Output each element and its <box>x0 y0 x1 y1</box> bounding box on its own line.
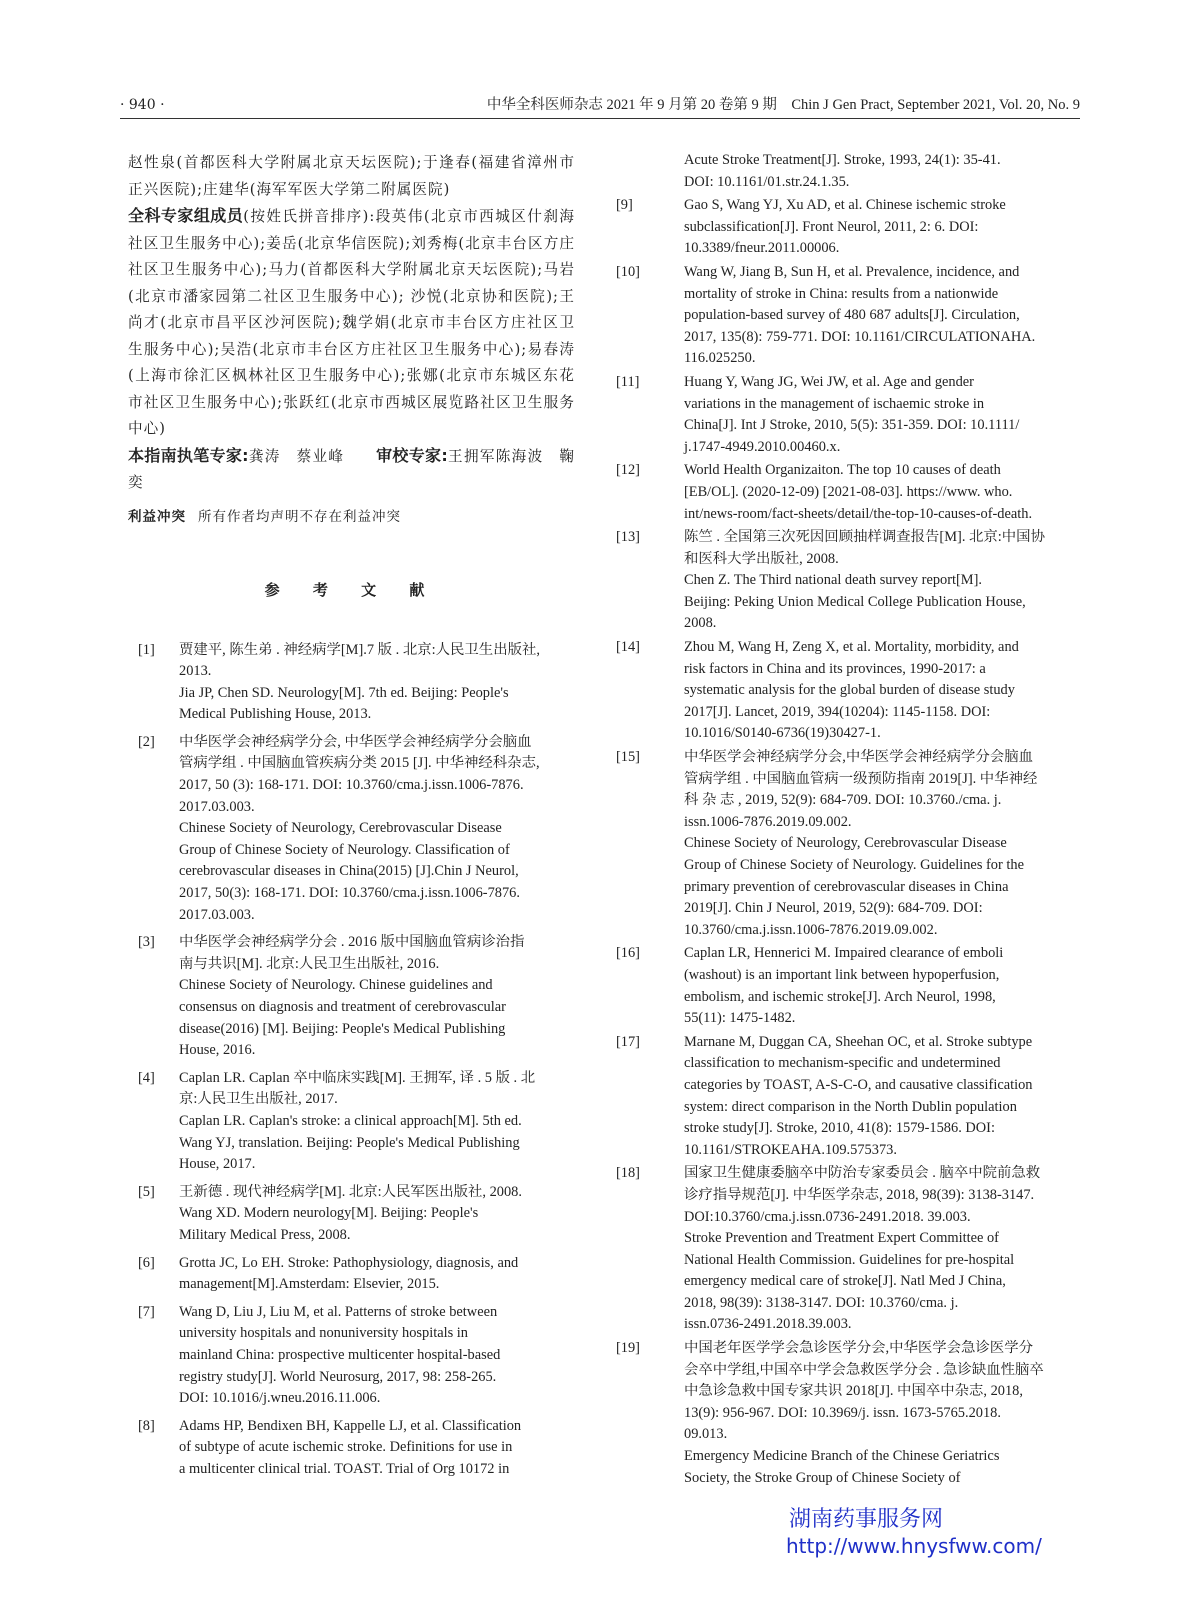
reference-line: 和医科大学出版社, 2008. <box>684 550 839 567</box>
reference-line: mainland China: prospective multicenter hospital-based <box>179 1346 501 1363</box>
reference-line: Adams HP, Bendixen BH, Kappelle LJ, et al. Classification <box>179 1417 522 1434</box>
page-number: · 940 · <box>120 97 165 113</box>
coi-label: 利益冲突 <box>128 508 186 525</box>
reference-line: 10.3389/fneur.2011.00006. <box>684 240 840 257</box>
reference-line: House, 2017. <box>179 1156 256 1173</box>
reference-line: 科 杂 志 , 2019, 52(9): 684-709. DOI: 10.3760./cma. j. <box>684 792 1002 809</box>
reviewers-list: 王拥军陈海波 鞠奕 <box>128 447 575 491</box>
reference-number: [13] <box>616 529 640 546</box>
reference-line: population-based survey of 480 687 adults[J]. Circulation, <box>684 307 1020 324</box>
reference-line: House, 2016. <box>179 1042 256 1059</box>
reference-line: disease(2016) [M]. Beijing: People's Medical Publishing <box>179 1020 506 1037</box>
reference-line: Caplan LR. Caplan's stroke: a clinical approach[M]. 5th ed. <box>179 1112 522 1129</box>
reference-line: Chinese Society of Neurology, Cerebrovascular Disease <box>179 820 502 837</box>
reference-line: university hospitals and nonuniversity hospitals in <box>179 1325 468 1342</box>
reference-line: 南与共识[M]. 北京:人民卫生出版社, 2016. <box>179 955 440 972</box>
reference-line: Emergency Medicine Branch of the Chinese Geriatrics <box>684 1448 1000 1465</box>
references-list-right <box>616 150 1076 1489</box>
reference-item <box>128 1068 575 1176</box>
reference-number: [9] <box>616 197 633 214</box>
reference-line: emergency medical care of stroke[J]. Natl Med J China, <box>684 1273 1006 1290</box>
writers-label: 本指南执笔专家: <box>128 445 249 465</box>
reference-line: DOI: 10.1016/j.wneu.2016.11.006. <box>179 1390 381 1407</box>
reference-line: 2017, 135(8): 759-771. DOI: 10.1161/CIRCULATIONAHA. <box>684 328 1036 345</box>
reference-line: 京:人民卫生出版社, 2017. <box>179 1091 338 1108</box>
reference-line: Wang W, Jiang B, Sun H, et al. Prevalence, incidence, and <box>684 263 1020 280</box>
reference-line: a multicenter clinical trial. TOAST. Trial of Org 10172 in <box>179 1460 510 1477</box>
reference-line: 贾建平, 陈生弟 . 神经病学[M].7 版 . 北京:人民卫生出版社, <box>179 641 540 658</box>
writers-paragraph <box>128 443 575 497</box>
reference-line: 09.013. <box>684 1426 728 1443</box>
reference-line: 管病学组 . 中国脑血管病一级预防指南 2019[J]. 中华神经 <box>684 770 1038 787</box>
journal-citation: 中华全科医师杂志 2021 年 9 月第 20 卷第 9 期 Chin J Gen Pract, September 2021, Vol. 20, No. 9 <box>486 97 1080 113</box>
reference-line: embolism, and ischemic stroke[J]. Arch Neurol, 1998, <box>684 988 996 1005</box>
reference-line: Medical Publishing House, 2013. <box>179 706 372 723</box>
reference-line: j.1747-4949.2010.00460.x. <box>684 438 841 455</box>
reference-line: management[M].Amsterdam: Elsevier, 2015. <box>179 1276 440 1293</box>
reference-line: 中国老年医学学会急诊医学分会,中华医学会急诊医学分 <box>684 1340 1033 1357</box>
reference-number: [19] <box>616 1340 640 1357</box>
left-column <box>128 150 575 1486</box>
watermark-url[interactable]: http://www.hnysfww.com/ <box>786 1534 1042 1558</box>
running-header <box>120 96 1080 119</box>
reference-line: Wang XD. Modern neurology[M]. Beijing: People's <box>179 1205 479 1222</box>
reference-line: 2017.03.003. <box>179 906 255 923</box>
reference-item <box>616 637 1076 745</box>
reference-line: consensus on diagnosis and treatment of cerebrovascular <box>179 999 506 1015</box>
reference-line: risk factors in China and its provinces, 1990-2017: a <box>684 660 986 677</box>
reference-line: 10.3760/cma.j.issn.1006-7876.2019.09.002. <box>684 921 938 938</box>
reference-number: [8] <box>138 1417 155 1434</box>
reference-line: subclassification[J]. Front Neurol, 2011, 2: 6. DOI: <box>684 218 979 235</box>
reference-line: Chen Z. The Third national death survey report[M]. <box>684 572 982 589</box>
reference-line: National Health Commission. Guidelines for pre-hospital <box>684 1251 1015 1268</box>
reference-line: 陈竺 . 全国第三次死因回顾抽样调查报告[M]. 北京:中国协 <box>684 529 1045 546</box>
reference-line: Caplan LR, Hennerici M. Impaired clearance of emboli <box>684 945 1004 962</box>
reference-line: Chinese Society of Neurology. Chinese guidelines and <box>179 977 493 994</box>
reference-item <box>128 1416 575 1481</box>
references-list-left <box>128 640 575 1481</box>
reference-line: DOI:10.3760/cma.j.issn.0736-2491.2018. 39.003. <box>684 1208 971 1225</box>
reference-item <box>616 195 1076 260</box>
reference-line: 国家卫生健康委脑卒中防治专家委员会 . 脑卒中院前急救 <box>684 1165 1041 1182</box>
reference-line: 2008. <box>684 615 717 632</box>
reference-item <box>616 372 1076 458</box>
reference-line: 2018, 98(39): 3138-3147. DOI: 10.3760/cma. j. <box>684 1294 959 1311</box>
reference-line: 王新德 . 现代神经病学[M]. 北京:人民军医出版社, 2008. <box>179 1183 522 1200</box>
reference-item <box>128 1302 575 1410</box>
reference-line: categories by TOAST, A-S-C-O, and causative classification <box>684 1076 1033 1093</box>
reference-line: systematic analysis for the global burden of disease study <box>684 682 1015 699</box>
reference-number: [3] <box>138 934 155 951</box>
reference-line: Stroke Prevention and Treatment Expert Committee of <box>684 1230 999 1247</box>
reference-line: issn.0736-2491.2018.39.003. <box>684 1316 852 1333</box>
reference-item <box>128 1253 575 1296</box>
gp-members-label: 全科专家组成员 <box>128 206 244 225</box>
reference-line: 2017, 50(3): 168-171. DOI: 10.3760/cma.j.issn.1006-7876. <box>179 885 520 902</box>
writers-list: 龚涛 蔡业峰 <box>248 447 345 465</box>
reference-line: Group of Chinese Society of Neurology. Guidelines for the <box>684 857 1024 873</box>
reference-line: Caplan LR. Caplan 卒中临床实践[M]. 王拥军, 译 . 5 版 . 北 <box>179 1069 536 1086</box>
gp-members-paragraph <box>128 203 575 443</box>
reference-number: [6] <box>138 1254 155 1271</box>
reference-number: [11] <box>616 373 640 390</box>
reference-line: 10.1016/S0140-6736(19)30427-1. <box>684 725 881 742</box>
reference-item <box>128 640 575 726</box>
reference-line: mortality of stroke in China: results from a nationwide <box>684 285 999 302</box>
reference-line: 中急诊急救中国专家共识 2018[J]. 中国卒中杂志, 2018, <box>684 1383 1023 1400</box>
reference-line: int/news-room/fact-sheets/detail/the-top-10-causes-of-death. <box>684 505 1033 522</box>
reference-line: Acute Stroke Treatment[J]. Stroke, 1993, 24(1): 35-41. <box>684 152 1001 168</box>
site-watermark <box>786 1506 1086 1560</box>
gp-members-list: (按姓氏拼音排序):段英伟(北京市西城区什刹海社区卫生服务中心);姜岳(北京华信医院);刘秀梅(北京丰台区方庄社区卫生服务中心);马力(首都医科大学附属北京天坛医院);马岩(北京市潘家园第二社区卫生服务中心); 沙悦(北京协和医院);王尚才(北京市昌平区沙河医院);魏学娟(北京市丰台区方庄社区卫生服务中心);吴浩(北京市丰台区方庄社区卫生服务中心);易春涛(上海市徐汇区枫林社区卫生服务中心);张娜(北京市东城区东花市社区卫生服务中心);张跃红(北京市西城区展览路社区卫生服务中心) <box>128 208 575 437</box>
reference-line: (washout) is an important link between hypoperfusion, <box>684 966 1000 983</box>
reference-line: Huang Y, Wang JG, Wei JW, et al. Age and gender <box>684 373 974 390</box>
reference-line: Society, the Stroke Group of Chinese Society of <box>684 1469 961 1486</box>
reference-line: 55(11): 1475-1482. <box>684 1010 796 1027</box>
reference-line: [EB/OL]. (2020-12-09) [2021-08-03]. https://www. who. <box>684 483 1013 500</box>
reference-item <box>616 262 1076 370</box>
reference-number: [17] <box>616 1033 640 1050</box>
reference-line: system: direct comparison in the North Dublin population <box>684 1098 1017 1115</box>
reference-line: 中华医学会神经病学分会,中华医学会神经病学分会脑血 <box>684 749 1033 766</box>
reference-line: of subtype of acute ischemic stroke. Definitions for use in <box>179 1439 513 1456</box>
reference-line: Wang D, Liu J, Liu M, et al. Patterns of stroke between <box>179 1303 498 1320</box>
reference-line: Zhou M, Wang H, Zeng X, et al. Mortality, morbidity, and <box>684 639 1019 656</box>
reference-item <box>616 1338 1076 1489</box>
reference-line: Military Medical Press, 2008. <box>179 1226 351 1243</box>
reference-line: 2013. <box>179 663 212 680</box>
reference-number: [16] <box>616 945 640 962</box>
reference-line: World Health Organizaiton. The top 10 causes of death <box>684 462 1001 479</box>
reference-line: Jia JP, Chen SD. Neurology[M]. 7th ed. Beijing: People's <box>179 684 509 701</box>
reference-line: classification to mechanism-specific and undetermined <box>684 1055 1001 1072</box>
reference-item <box>616 747 1076 941</box>
reference-number: [10] <box>616 263 640 280</box>
reference-number: [2] <box>138 733 155 750</box>
reference-line: 2017[J]. Lancet, 2019, 394(10204): 1145-1158. DOI: <box>684 703 991 720</box>
reference-item <box>128 732 575 926</box>
reference-line: Wang YJ, translation. Beijing: People's Medical Publishing <box>179 1134 520 1151</box>
reference-item <box>616 1163 1076 1336</box>
reference-line: Chinese Society of Neurology, Cerebrovascular Disease <box>684 835 1007 852</box>
reviewers-label: 审校专家: <box>376 445 448 465</box>
reference-line: 会卒中学组,中国卒中学会急救医学分会 . 急诊缺血性脑卒 <box>684 1361 1044 1378</box>
reference-line: 10.1161/STROKEAHA.109.575373. <box>684 1141 897 1158</box>
reference-line: 2019[J]. Chin J Neurol, 2019, 52(9): 684-709. DOI: <box>684 900 983 917</box>
reference-line: 诊疗指导规范[J]. 中华医学杂志, 2018, 98(39): 3138-3147. <box>684 1186 1035 1203</box>
reference-line: Group of Chinese Society of Neurology. Classification of <box>179 841 510 858</box>
reference-line: stroke study[J]. Stroke, 2010, 41(8): 1579-1586. DOI: <box>684 1120 995 1137</box>
coi-text: 所有作者均声明不存在利益冲突 <box>198 508 401 525</box>
reference-line: Beijing: Peking Union Medical College Publication House, <box>684 593 1026 610</box>
reference-number: [18] <box>616 1165 640 1182</box>
reference-line: issn.1006-7876.2019.09.002. <box>684 813 852 830</box>
reference-item <box>636 150 1076 193</box>
reference-number: [1] <box>138 641 155 658</box>
reference-line: 116.025250. <box>684 350 756 367</box>
reference-item <box>128 932 575 1062</box>
reference-line: primary prevention of cerebrovascular diseases in China <box>684 878 1009 895</box>
reference-line: 13(9): 956-967. DOI: 10.3969/j. issn. 1673-5765.2018. <box>684 1404 1001 1421</box>
reference-item <box>616 460 1076 525</box>
reference-line: 中华医学会神经病学分会 . 2016 版中国脑血管病诊治指 <box>179 934 525 951</box>
reference-line: variations in the management of ischaemic stroke in <box>684 395 985 412</box>
reference-number: [5] <box>138 1183 155 1200</box>
reference-line: Gao S, Wang YJ, Xu AD, et al. Chinese ischemic stroke <box>684 197 1006 214</box>
reference-line: 2017, 50 (3): 168-171. DOI: 10.3760/cma.j.issn.1006-7876. <box>179 777 524 794</box>
reference-line: DOI: 10.1161/01.str.24.1.35. <box>684 173 850 190</box>
reference-item <box>128 1182 575 1247</box>
reference-line: 中华医学会神经病学分会, 中华医学会神经病学分会脑血 <box>179 733 532 750</box>
reference-number: [12] <box>616 462 640 479</box>
conflict-of-interest <box>128 505 575 529</box>
watermark-site-name: 湖南药事服务网 <box>789 1507 944 1532</box>
reference-line: Marnane M, Duggan CA, Sheehan OC, et al. Stroke subtype <box>684 1033 1033 1050</box>
reference-line: China[J]. Int J Stroke, 2010, 5(5): 351-359. DOI: 10.1111/ <box>684 417 1020 434</box>
reference-item <box>616 527 1076 635</box>
reference-number: [14] <box>616 639 640 656</box>
reference-line: 2017.03.003. <box>179 798 255 815</box>
reference-line: Grotta JC, Lo EH. Stroke: Pathophysiology, diagnosis, and <box>179 1254 519 1271</box>
reference-item <box>616 943 1076 1029</box>
reference-number: [7] <box>138 1303 155 1320</box>
reference-number: [15] <box>616 749 640 766</box>
reference-item <box>616 1032 1076 1162</box>
right-column <box>616 150 1076 1491</box>
references-heading: 参 考 文 献 <box>264 580 439 599</box>
reference-line: cerebrovascular diseases in China(2015) [J].Chin J Neurol, <box>179 863 519 880</box>
reference-number: [4] <box>138 1069 155 1086</box>
members-tail: 赵性泉(首都医科大学附属北京天坛医院);于逢春(福建省漳州市正兴医院);庄建华(海军军医大学第二附属医院) <box>128 154 575 198</box>
reference-line: registry study[J]. World Neurosurg, 2017, 98: 258-265. <box>179 1368 497 1385</box>
reference-line: 管病学组 . 中国脑血管疾病分类 2015 [J]. 中华神经科杂志, <box>179 755 540 772</box>
